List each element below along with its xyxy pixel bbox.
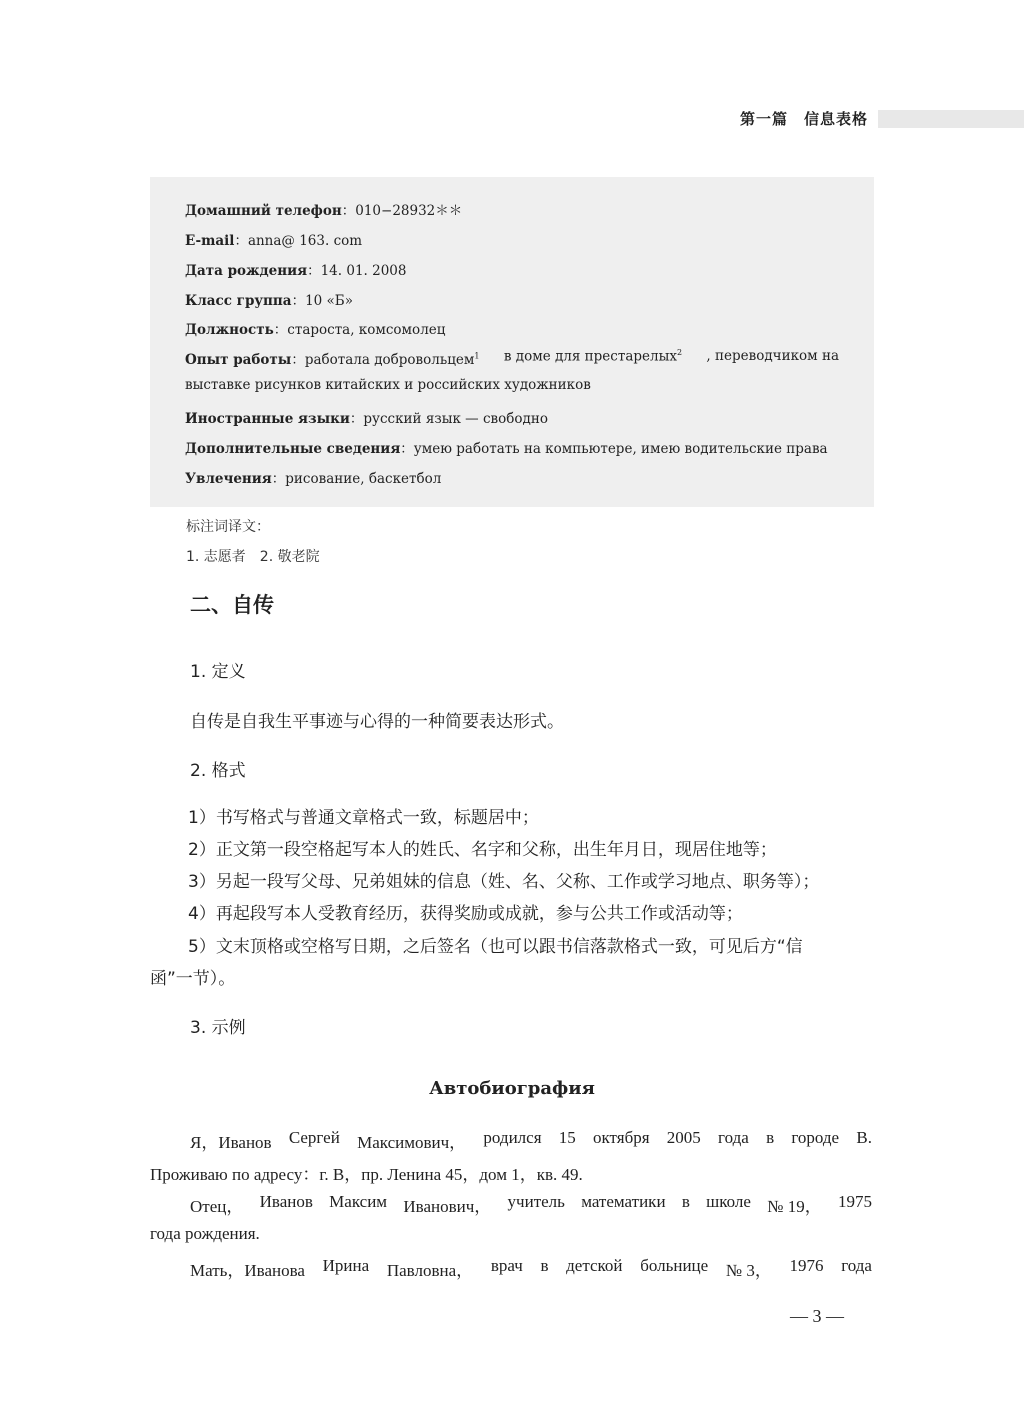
word: учитель <box>507 1192 565 1211</box>
autobio-p2-line2: года рождения. <box>150 1224 260 1243</box>
info-languages-value: русский язык — свободно <box>363 411 548 427</box>
word: Отец， <box>190 1197 244 1216</box>
info-email-label: E-mail <box>185 233 235 249</box>
autobio-p1-line2: Проживаю по адресу：г. В，пр. Ленина 45，дом 1，кв. 49. <box>150 1165 583 1184</box>
format-item-continued: 函”一节）。 <box>150 969 236 989</box>
info-languages <box>185 407 548 427</box>
word: родился <box>483 1128 542 1147</box>
info-extra-value: умею работать на компьютере, имею водительские права <box>413 441 828 457</box>
info-extra-label: Дополнительные сведения <box>185 441 401 457</box>
info-experience-line-1 <box>185 348 839 368</box>
colon: ： <box>307 263 321 279</box>
colon: ： <box>400 441 414 457</box>
personal-info-box <box>150 177 874 507</box>
word: года <box>841 1256 872 1275</box>
word: Мать，Иванова <box>190 1261 305 1280</box>
autobio-p3-line1 <box>190 1256 872 1281</box>
info-experience-value-a: работала добровольцем <box>304 352 475 368</box>
format-item: 5）文末顶格或空格写日期，之后签名（也可以跟书信落款格式一致，可见后方“信 <box>188 937 803 957</box>
info-hobby-label: Увлечения <box>185 471 272 487</box>
footnote-2: 2 <box>676 348 683 357</box>
word: 15 <box>558 1128 576 1147</box>
definition-text: 自传是自我生平事迹与心得的一种简要表达形式。 <box>190 712 564 732</box>
info-experience-value-c: , переводчиком на <box>706 348 839 364</box>
colon: ： <box>273 322 288 338</box>
word: октября <box>593 1128 650 1147</box>
page-number: — 3 — <box>790 1306 844 1326</box>
info-birth-label: Дата рождения <box>185 263 308 279</box>
word: математики <box>581 1192 666 1211</box>
format-item: 3）另起一段写父母、兄弟姐妹的信息（姓、名、父称、工作或学习地点、职务等）； <box>188 872 820 892</box>
format-item: 4）再起段写本人受教育经历，获得奖励或成就，参与公共工作或活动等； <box>188 904 743 924</box>
colon: ： <box>341 203 356 219</box>
word: Павловна， <box>386 1261 474 1280</box>
word: Иванович， <box>403 1197 492 1216</box>
info-position-value: староста, комсомолец <box>287 322 446 338</box>
info-phone-label: Домашний телефон <box>185 203 342 219</box>
info-phone-value: 010−28932＊＊ <box>355 203 463 219</box>
word: В. <box>856 1128 872 1147</box>
info-hobby-value: рисование, баскетбол <box>285 471 442 487</box>
definition-title: 1. 定义 <box>190 662 246 682</box>
word: школе <box>706 1192 751 1211</box>
word: 1975 <box>837 1192 872 1211</box>
header-decorative-bar <box>878 110 1024 128</box>
info-hobby <box>185 467 441 487</box>
autobio-p1-line1 <box>190 1128 872 1153</box>
info-birth <box>185 259 406 279</box>
word: в <box>681 1192 690 1211</box>
colon: ： <box>291 293 306 309</box>
example-title: 3. 示例 <box>190 1018 246 1038</box>
word: врач <box>490 1256 523 1275</box>
info-position <box>185 318 445 338</box>
info-birth-value: 14. 01. 2008 <box>320 263 407 279</box>
word: № 19， <box>767 1197 822 1216</box>
word: Сергей <box>288 1128 340 1147</box>
header-title: 第一篇 信息表格 <box>739 110 868 128</box>
word: Я，Иванов <box>190 1133 272 1152</box>
format-title: 2. 格式 <box>190 761 246 781</box>
word: в <box>766 1128 775 1147</box>
autobiography-title: Автобиография <box>429 1078 595 1099</box>
running-header <box>0 108 1024 132</box>
word: Ирина <box>322 1256 370 1275</box>
colon: ： <box>291 352 305 368</box>
info-class-value: 10 «Б» <box>305 293 353 309</box>
info-experience-line-2 <box>185 377 591 393</box>
info-position-label: Должность <box>185 322 274 338</box>
format-item: 1）书写格式与普通文章格式一致，标题居中； <box>188 808 539 828</box>
section-heading: 二、自传 <box>190 593 274 617</box>
word: № 3， <box>725 1261 772 1280</box>
info-experience-value-2: выставке рисунков китайских и российских художников <box>185 377 591 393</box>
info-experience-label: Опыт работы <box>185 352 292 368</box>
format-item: 2）正文第一段空格起写本人的姓氏、名字和父称，出生年月日，现居住地等； <box>188 840 777 860</box>
notes-items: 1. 志愿者 2. 敬老院 <box>186 549 320 565</box>
word: 2005 <box>666 1128 701 1147</box>
footnote-1: 1 <box>474 351 480 361</box>
colon: ： <box>271 471 286 487</box>
info-extra <box>185 437 828 457</box>
info-email-value: anna@ 163. com <box>247 233 363 249</box>
word: Максим <box>329 1192 388 1211</box>
word: 1976 <box>789 1256 824 1275</box>
colon: ： <box>234 233 248 249</box>
word: больнице <box>640 1256 709 1275</box>
info-email <box>185 229 362 249</box>
autobio-p2-line1 <box>190 1192 872 1217</box>
word: года <box>718 1128 749 1147</box>
colon: ： <box>349 411 364 427</box>
info-languages-label: Иностранные языки <box>185 411 350 427</box>
word: Иванов <box>259 1192 313 1211</box>
word: в <box>540 1256 549 1275</box>
word: детской <box>566 1256 623 1275</box>
info-class-label: Класс группа <box>185 293 292 309</box>
word: Максимович， <box>357 1133 467 1152</box>
word: городе <box>791 1128 840 1147</box>
info-class <box>185 289 353 309</box>
info-experience-value-b: в доме для престарелых <box>503 348 677 365</box>
notes-title: 标注词译文： <box>186 519 270 535</box>
info-phone <box>185 199 462 219</box>
